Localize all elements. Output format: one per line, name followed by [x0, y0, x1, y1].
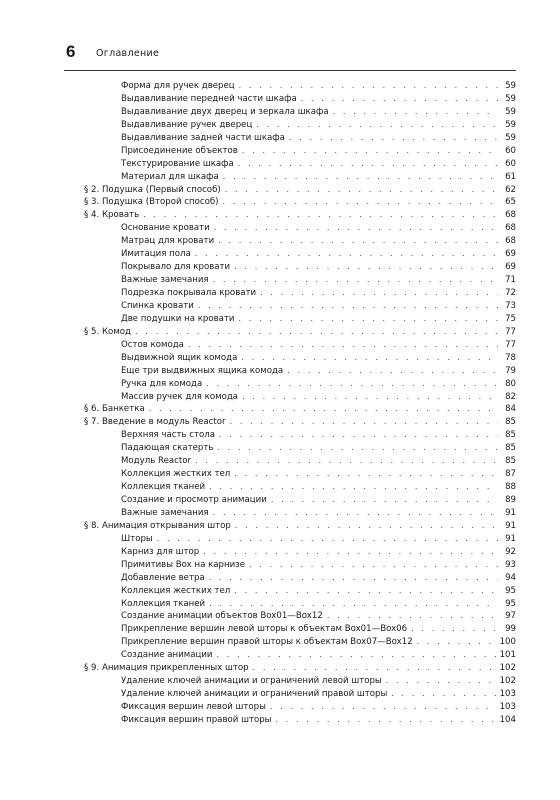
toc-entry-title: Остов комода	[121, 339, 184, 350]
toc-entry-page: 85	[505, 430, 516, 441]
toc-dot-leader	[206, 378, 498, 391]
toc-entry-page: 93	[505, 559, 516, 570]
toc-entry-page: 68	[505, 236, 516, 247]
toc-entry-page: 102	[499, 676, 516, 687]
toc-entry-title: Покрывало для кровати	[121, 262, 231, 273]
toc-entry-page: 59	[505, 93, 516, 104]
toc-entry-page: 91	[505, 520, 516, 531]
toc-dot-leader	[188, 339, 498, 352]
table-of-contents	[84, 80, 516, 727]
toc-entry-title: Спинка кровати	[121, 300, 194, 311]
toc-subsection-entry	[84, 649, 516, 662]
toc-entry-title: Примитивы Box на карнизе	[121, 559, 246, 570]
toc-section-entry	[84, 520, 516, 533]
toc-entry-page: 102	[499, 663, 516, 674]
toc-entry-page: 75	[505, 313, 516, 324]
toc-entry-page: 84	[505, 404, 516, 415]
toc-entry-title: Форма для ручек дверец	[121, 81, 235, 91]
toc-dot-leader	[417, 636, 496, 649]
toc-subsection-entry	[84, 455, 516, 468]
toc-subsection-entry	[84, 261, 516, 274]
toc-section-entry	[84, 403, 516, 416]
toc-dot-leader	[230, 416, 498, 429]
toc-entry-page: 95	[505, 598, 516, 609]
toc-subsection-entry	[84, 714, 516, 727]
toc-subsection-entry	[84, 80, 516, 93]
toc-dot-leader	[203, 546, 498, 559]
toc-entry-title: Основание кровати	[121, 223, 210, 234]
toc-dot-leader	[386, 675, 496, 688]
toc-dot-leader	[411, 623, 498, 636]
toc-dot-leader	[213, 274, 498, 287]
toc-entry-title: Матрац для кровати	[121, 236, 215, 247]
page-header	[64, 42, 516, 71]
toc-entry-title: Выдвижной ящик комода	[121, 352, 238, 363]
toc-entry-page: 85	[505, 417, 516, 428]
toc-entry-page: 60	[505, 158, 516, 169]
toc-subsection-entry	[84, 339, 516, 352]
toc-entry-title: Коллекция тканей	[121, 482, 206, 493]
toc-subsection-entry	[84, 507, 516, 520]
toc-subsection-entry	[84, 675, 516, 688]
toc-dot-leader	[256, 119, 498, 132]
toc-subsection-entry	[84, 222, 516, 235]
toc-entry-title: Текстурирование шкафа	[121, 158, 234, 169]
toc-entry-title: § 6. Банкетка	[84, 404, 145, 415]
toc-entry-page: 73	[505, 300, 516, 311]
toc-dot-leader	[198, 300, 498, 313]
toc-entry-title: Удаление ключей анимации и ограничений левой шторы	[121, 676, 382, 687]
toc-entry-page: 88	[505, 482, 516, 493]
toc-entry-page: 89	[505, 495, 516, 505]
toc-dot-leader	[260, 287, 498, 300]
toc-entry-title: Падающая скатерть	[121, 443, 214, 454]
toc-entry-title: Коллекция жестких тел	[121, 585, 231, 596]
toc-entry-title: Выдавливание задней части шкафа	[121, 132, 285, 143]
toc-dot-leader	[223, 171, 498, 184]
toc-entry-title: Важные замечания	[121, 507, 209, 518]
toc-entry-page: 59	[505, 106, 516, 117]
toc-entry-title: § 2. Подушка (Первый способ)	[84, 184, 221, 195]
toc-entry-title: Еще три выдвижных ящика комода	[121, 365, 284, 376]
toc-subsection-entry	[84, 132, 516, 145]
toc-dot-leader	[218, 235, 498, 248]
toc-entry-title: Материал для шкафа	[121, 171, 219, 182]
toc-subsection-entry	[84, 158, 516, 171]
toc-dot-leader	[219, 429, 498, 442]
toc-subsection-entry	[84, 378, 516, 391]
toc-section-entry	[84, 184, 516, 197]
running-head: Оглавление	[96, 48, 160, 59]
toc-subsection-entry	[84, 171, 516, 184]
toc-dot-leader	[214, 222, 498, 235]
toc-entry-title: Подрезка покрывала кровати	[121, 288, 257, 298]
toc-entry-page: 97	[505, 611, 516, 622]
toc-entry-page: 85	[505, 443, 516, 454]
toc-dot-leader	[209, 598, 498, 611]
toc-subsection-entry	[84, 546, 516, 559]
toc-dot-leader	[143, 209, 498, 222]
toc-entry-page: 59	[505, 119, 516, 130]
toc-entry-title: § 7. Введение в модуль Reactor	[84, 417, 226, 428]
toc-dot-leader	[333, 106, 498, 119]
toc-dot-leader	[241, 352, 498, 365]
toc-subsection-entry	[84, 572, 516, 585]
toc-entry-page: 94	[505, 572, 516, 583]
toc-entry-page: 103	[499, 689, 516, 700]
toc-subsection-entry	[84, 145, 516, 158]
toc-entry-title: Имитация пола	[121, 249, 191, 260]
toc-entry-page: 87	[505, 469, 516, 480]
toc-entry-title: Коллекция жестких тел	[121, 469, 231, 480]
toc-entry-title: § 3. Подушка (Второй способ)	[84, 197, 219, 208]
toc-entry-title: Прикрепление вершин левой шторы к объектам Box01—Box06	[121, 624, 408, 635]
toc-subsection-entry	[84, 391, 516, 404]
toc-subsection-entry	[84, 481, 516, 494]
toc-entry-title: Прикрепление вершин правой шторы к объектам Box07—Box12	[121, 637, 413, 648]
toc-entry-title: Массив ручек для комода	[121, 391, 239, 402]
toc-entry-title: Верхняя часть стола	[121, 430, 216, 441]
toc-entry-title: Фиксация вершин левой шторы	[121, 702, 266, 712]
toc-entry-title: Создание и просмотр анимации	[121, 495, 267, 505]
toc-dot-leader	[242, 391, 498, 404]
toc-entry-page: 72	[505, 288, 516, 298]
toc-dot-leader	[209, 481, 498, 494]
toc-dot-leader	[239, 80, 498, 93]
toc-entry-title: § 8. Анимация открывания штор	[84, 520, 231, 531]
toc-dot-leader	[235, 520, 498, 533]
toc-dot-leader	[195, 248, 498, 261]
toc-dot-leader	[225, 184, 498, 197]
toc-dot-leader	[239, 313, 498, 326]
toc-entry-page: 91	[505, 507, 516, 518]
toc-dot-leader	[270, 701, 496, 714]
toc-dot-leader	[271, 494, 498, 507]
toc-dot-leader	[238, 158, 498, 171]
toc-subsection-entry	[84, 274, 516, 287]
toc-subsection-entry	[84, 559, 516, 572]
toc-entry-page: 68	[505, 223, 516, 234]
toc-dot-leader	[234, 468, 498, 481]
toc-dot-leader	[287, 365, 498, 378]
toc-dot-leader	[217, 649, 496, 662]
toc-entry-page: 69	[505, 249, 516, 260]
toc-entry-title: Коллекция тканей	[121, 598, 206, 609]
toc-subsection-entry	[84, 442, 516, 455]
toc-subsection-entry	[84, 636, 516, 649]
toc-entry-page: 62	[505, 184, 516, 195]
toc-dot-leader	[253, 662, 496, 675]
toc-entry-title: Фиксация вершин правой шторы	[121, 714, 272, 725]
toc-subsection-entry	[84, 365, 516, 378]
toc-entry-page: 79	[505, 365, 516, 376]
toc-subsection-entry	[84, 688, 516, 701]
toc-section-entry	[84, 209, 516, 222]
toc-dot-leader	[234, 585, 498, 598]
toc-section-entry	[84, 326, 516, 339]
toc-entry-page: 59	[505, 132, 516, 143]
toc-entry-title: Удаление ключей анимации и ограничений правой шторы	[121, 689, 388, 700]
toc-subsection-entry	[84, 248, 516, 261]
toc-entry-title: § 4. Кровать	[84, 210, 140, 221]
toc-subsection-entry	[84, 106, 516, 119]
toc-entry-page: 101	[499, 650, 516, 661]
toc-subsection-entry	[84, 235, 516, 248]
toc-dot-leader	[195, 455, 498, 468]
toc-entry-title: § 5. Комод	[84, 326, 132, 337]
toc-subsection-entry	[84, 93, 516, 106]
toc-entry-page: 78	[505, 352, 516, 363]
toc-dot-leader	[223, 196, 498, 209]
toc-entry-page: 71	[505, 275, 516, 286]
toc-entry-page: 104	[499, 714, 516, 725]
toc-entry-title: Выдавливание двух дверец и зеркала шкафа	[121, 106, 329, 117]
toc-entry-title: Выдавливание ручек дверец	[121, 119, 253, 130]
toc-subsection-entry	[84, 598, 516, 611]
toc-subsection-entry	[84, 468, 516, 481]
toc-entry-page: 92	[505, 546, 516, 557]
toc-dot-leader	[327, 610, 498, 623]
toc-dot-leader	[217, 442, 498, 455]
toc-entry-page: 69	[505, 262, 516, 273]
toc-entry-page: 77	[505, 339, 516, 350]
toc-dot-leader	[209, 572, 498, 585]
toc-entry-title: Ручка для комода	[121, 378, 203, 389]
toc-subsection-entry	[84, 313, 516, 326]
toc-entry-page: 91	[505, 533, 516, 544]
toc-subsection-entry	[84, 119, 516, 132]
toc-subsection-entry	[84, 429, 516, 442]
toc-entry-title: Присоединение объектов	[121, 145, 238, 156]
toc-entry-page: 59	[505, 81, 516, 91]
toc-section-entry	[84, 416, 516, 429]
toc-entry-page: 100	[499, 637, 516, 648]
toc-subsection-entry	[84, 352, 516, 365]
toc-dot-leader	[249, 559, 498, 572]
toc-entry-page: 95	[505, 585, 516, 596]
toc-dot-leader	[234, 261, 498, 274]
toc-entry-page: 80	[505, 378, 516, 389]
toc-entry-page: 60	[505, 145, 516, 156]
toc-entry-title: Важные замечания	[121, 275, 209, 286]
toc-subsection-entry	[84, 623, 516, 636]
toc-entry-page: 77	[505, 326, 516, 337]
toc-entry-title: Модуль Reactor	[121, 456, 192, 467]
toc-subsection-entry	[84, 701, 516, 714]
toc-subsection-entry	[84, 610, 516, 623]
toc-subsection-entry	[84, 287, 516, 300]
toc-entry-title: Выдавливание передней части шкафа	[121, 93, 297, 104]
toc-dot-leader	[149, 403, 498, 416]
toc-entry-page: 65	[505, 197, 516, 208]
toc-dot-leader	[135, 326, 498, 339]
toc-entry-page: 103	[499, 702, 516, 712]
toc-dot-leader	[289, 132, 498, 145]
toc-entry-page: 82	[505, 391, 516, 402]
toc-dot-leader	[301, 93, 498, 106]
toc-subsection-entry	[84, 533, 516, 546]
toc-entry-page: 68	[505, 210, 516, 221]
toc-entry-title: Создание анимации объектов Box01—Box12	[121, 611, 323, 622]
toc-section-entry	[84, 196, 516, 209]
toc-subsection-entry	[84, 585, 516, 598]
toc-subsection-entry	[84, 300, 516, 313]
toc-entry-title: Шторы	[121, 533, 153, 544]
toc-dot-leader	[242, 145, 498, 158]
toc-entry-page: 85	[505, 456, 516, 467]
toc-entry-title: § 9. Анимация прикрепленных штор	[84, 663, 249, 674]
toc-section-entry	[84, 662, 516, 675]
toc-dot-leader	[391, 688, 495, 701]
toc-entry-page: 99	[505, 624, 516, 635]
toc-entry-page: 61	[505, 171, 516, 182]
toc-entry-title: Карниз для штор	[121, 546, 200, 557]
toc-entry-title: Две подушки на кровати	[121, 313, 235, 324]
toc-entry-title: Добавление ветра	[121, 572, 205, 583]
toc-subsection-entry	[84, 494, 516, 507]
page-number: 6	[66, 42, 76, 61]
toc-entry-title: Создание анимации	[121, 650, 213, 661]
toc-dot-leader	[275, 714, 495, 727]
toc-dot-leader	[157, 533, 498, 546]
toc-dot-leader	[213, 507, 498, 520]
